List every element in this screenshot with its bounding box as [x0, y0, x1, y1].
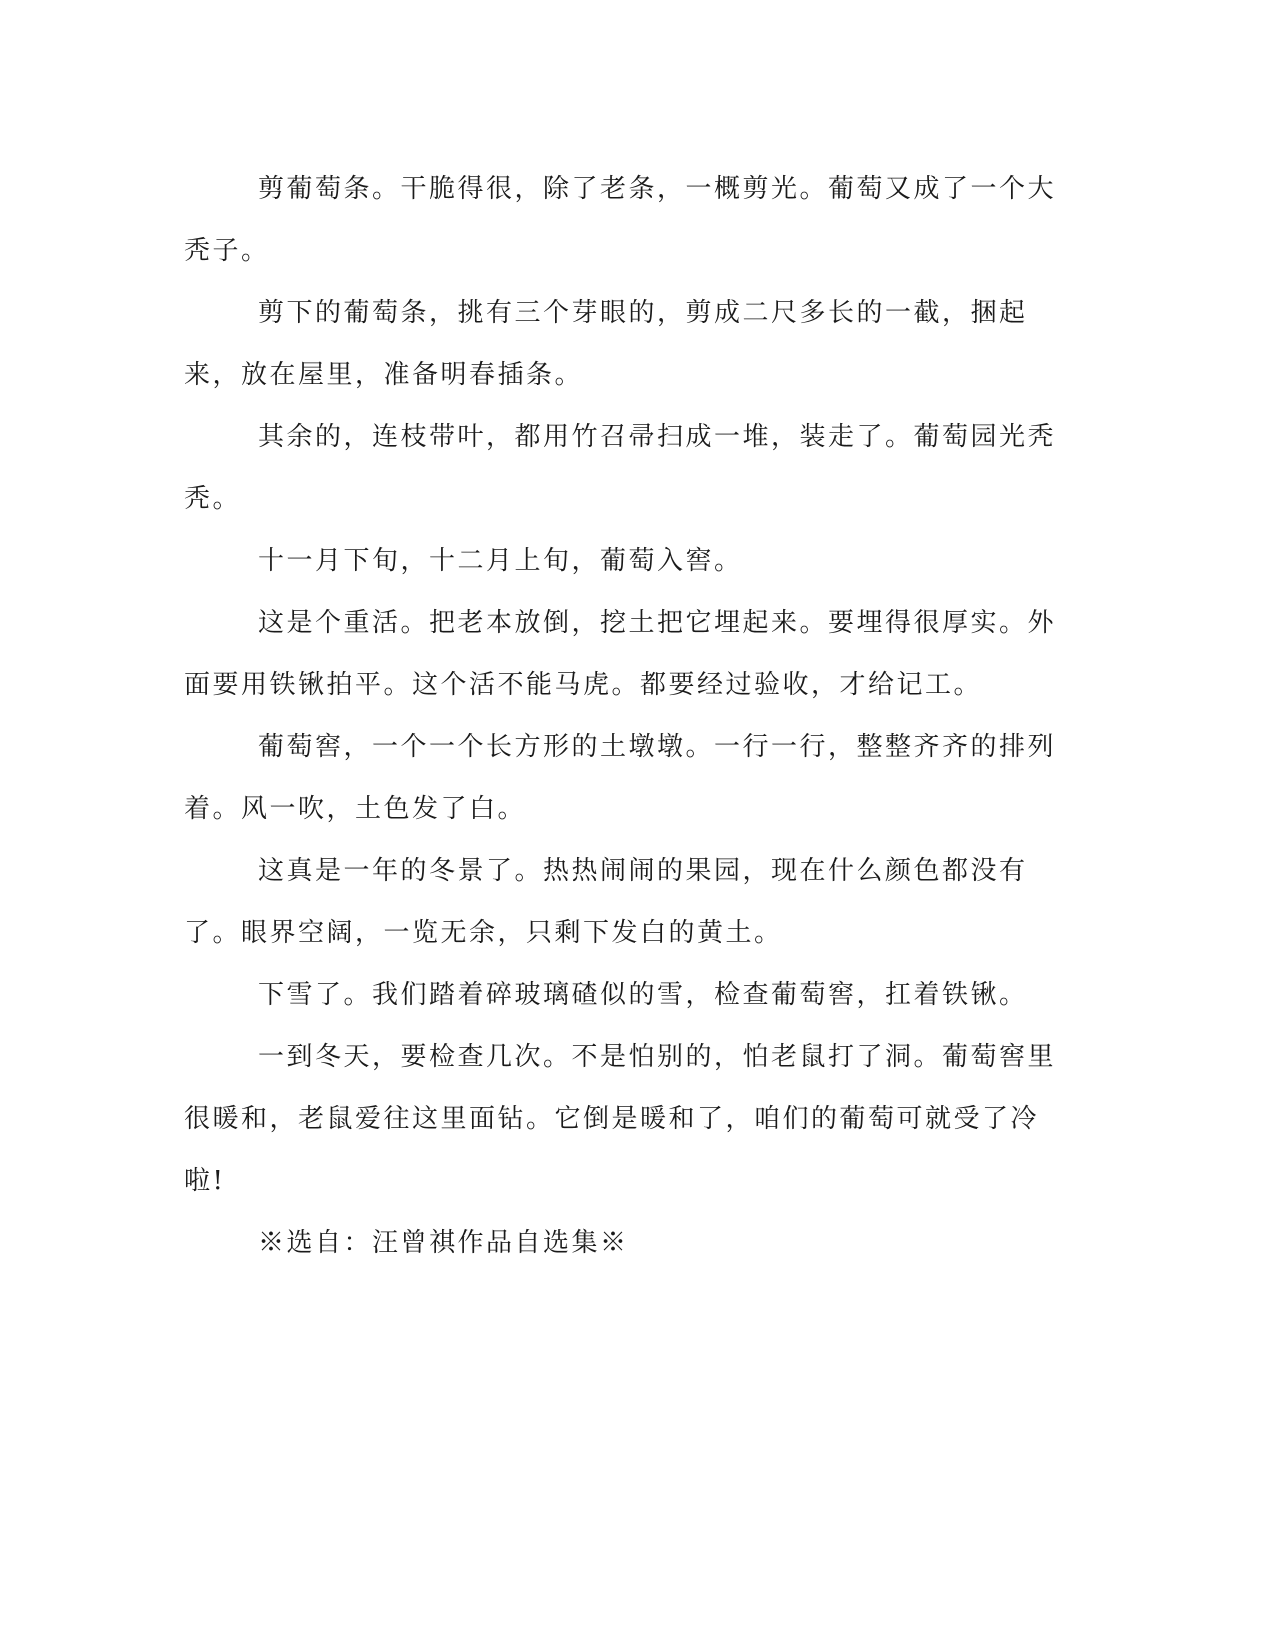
document-body [184, 158, 1076, 1274]
paragraph-6: 葡萄窖，一个一个长方形的土墩墩。一行一行，整整齐齐的排列着。风一吹，土色发了白。 [184, 732, 1057, 824]
paragraph-3: 其余的，连枝带叶，都用竹召帚扫成一堆，装走了。葡萄园光秃秃。 [184, 422, 1057, 514]
paragraph-9: 一到冬天，要检查几次。不是怕别的，怕老鼠打了洞。葡萄窖里很暖和，老鼠爱往这里面钻。它倒是暖和了，咱们的葡萄可就受了冷啦! [184, 1042, 1057, 1196]
paragraph-1: 剪葡萄条。干脆得很，除了老条，一概剪光。葡萄又成了一个大秃子。 [184, 174, 1057, 266]
paragraph-4: 十一月下旬，十二月上旬，葡萄入窖。 [258, 546, 743, 576]
paragraph-2: 剪下的葡萄条，挑有三个芽眼的，剪成二尺多长的一截，捆起来，放在屋里，准备明春插条。 [184, 298, 1028, 390]
source-citation: ※选自：汪曾祺作品自选集※ [258, 1228, 629, 1258]
paragraph-7: 这真是一年的冬景了。热热闹闹的果园，现在什么颜色都没有了。眼界空阔，一览无余，只剩下发白的黄土。 [184, 856, 1028, 948]
paragraph-5: 这是个重活。把老本放倒，挖土把它埋起来。要埋得很厚实。外面要用铁锹拍平。这个活不能马虎。都要经过验收，才给记工。 [184, 608, 1057, 700]
paragraph-8: 下雪了。我们踏着碎玻璃碴似的雪，检查葡萄窖，扛着铁锹。 [258, 980, 1028, 1010]
